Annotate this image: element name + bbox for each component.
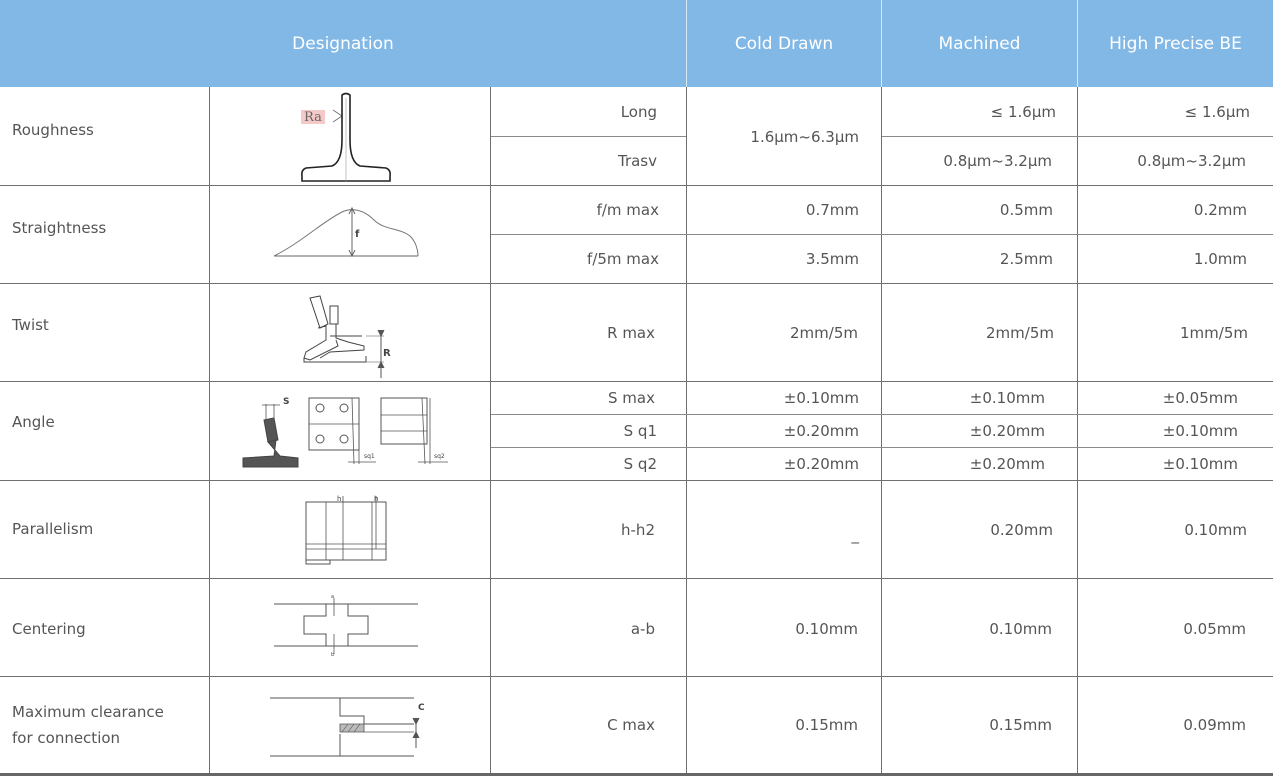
parallelism-cold: _ — [851, 526, 859, 544]
straightness-1-cold: 0.7mm — [805, 201, 859, 219]
param-f-5m-max: f/5m max — [587, 250, 659, 268]
row-label-clearance-line2: for connection — [12, 729, 121, 747]
angle-sq2-label: sq2 — [434, 453, 445, 460]
angle-s-label: S — [283, 397, 290, 407]
param-c-max: C max — [607, 716, 655, 734]
angle-3-cold: ±0.20mm — [783, 455, 859, 473]
centering-machined: 0.10mm — [989, 620, 1052, 638]
clearance-machined: 0.15mm — [989, 716, 1052, 734]
param-trasv: Trasv — [617, 152, 657, 170]
header-machined: Machined — [882, 0, 1078, 87]
roughness-trasv-machined: 0.8μm~3.2μm — [943, 152, 1052, 170]
clearance-c-label: C — [418, 703, 425, 713]
row-label-roughness: Roughness — [12, 121, 94, 139]
clearance-diagram — [268, 692, 428, 762]
parallelism-h-label: h — [337, 495, 342, 503]
param-f-m-max: f/m max — [596, 201, 659, 219]
angle-2-high: ±0.10mm — [1162, 422, 1238, 440]
row-label-twist: Twist — [12, 316, 49, 334]
roughness-cold-drawn: 1.6μm~6.3μm — [750, 127, 859, 146]
clearance-high: 0.09mm — [1183, 716, 1246, 734]
angle-diagram — [240, 394, 452, 470]
param-r-max: R max — [607, 323, 655, 342]
parallelism-diagram — [300, 492, 392, 568]
param-s-max: S max — [608, 389, 655, 407]
param-s-q1: S q1 — [623, 422, 657, 440]
twist-cold: 2mm/5m — [790, 323, 858, 342]
clearance-cold: 0.15mm — [795, 716, 858, 734]
centering-cold: 0.10mm — [795, 620, 858, 638]
twist-high: 1mm/5m — [1180, 323, 1248, 342]
row-label-angle: Angle — [12, 413, 55, 431]
straightness-1-machined: 0.5mm — [999, 201, 1053, 219]
row-label-straightness: Straightness — [12, 219, 107, 237]
angle-1-machined: ±0.10mm — [969, 389, 1045, 407]
header-designation: Designation — [0, 0, 687, 87]
angle-2-cold: ±0.20mm — [783, 422, 859, 440]
row-label-clearance — [12, 699, 202, 751]
straightness-diagram — [272, 202, 422, 262]
roughness-long-high: ≤ 1.6μm — [1184, 103, 1250, 121]
angle-3-machined: ±0.20mm — [969, 455, 1045, 473]
centering-high: 0.05mm — [1183, 620, 1246, 638]
param-h-h2: h-h2 — [621, 520, 655, 539]
straightness-2-machined: 2.5mm — [999, 250, 1053, 268]
parallelism-machined: 0.20mm — [990, 520, 1053, 539]
roughness-ra-label: Ra — [304, 110, 322, 125]
straightness-2-cold: 3.5mm — [805, 250, 859, 268]
angle-2-machined: ±0.20mm — [969, 422, 1045, 440]
row-label-centering: Centering — [12, 620, 86, 638]
roughness-long-machined: ≤ 1.6μm — [990, 103, 1056, 121]
twist-r-label: R — [383, 348, 391, 359]
twist-machined: 2mm/5m — [986, 323, 1054, 342]
angle-1-cold: ±0.10mm — [783, 389, 859, 407]
parallelism-high: 0.10mm — [1184, 520, 1247, 539]
straightness-1-high: 0.2mm — [1193, 201, 1247, 219]
row-label-clearance-line1: Maximum clearance — [12, 703, 164, 721]
centering-diagram — [272, 592, 420, 658]
centering-a-label: a — [331, 594, 335, 600]
param-a-b: a-b — [630, 620, 655, 638]
param-s-q2: S q2 — [623, 455, 657, 473]
table-bottom-border — [0, 773, 1273, 776]
header-cold-drawn: Cold Drawn — [687, 0, 882, 87]
row-label-parallelism: Parallelism — [12, 520, 94, 538]
grid-line — [209, 87, 210, 773]
straightness-f-label: f — [355, 229, 360, 240]
roughness-diagram — [296, 90, 396, 184]
angle-3-high: ±0.10mm — [1162, 455, 1238, 473]
angle-1-high: ±0.05mm — [1162, 389, 1238, 407]
twist-diagram — [300, 296, 395, 378]
centering-b-label: b — [331, 652, 335, 658]
angle-sq1-label: sq1 — [364, 453, 375, 460]
header-high-precise: High Precise BE — [1078, 0, 1273, 87]
parallelism-h2-label: h — [374, 495, 379, 503]
param-long: Long — [620, 103, 657, 121]
roughness-trasv-high: 0.8μm~3.2μm — [1137, 152, 1246, 170]
straightness-2-high: 1.0mm — [1193, 250, 1247, 268]
